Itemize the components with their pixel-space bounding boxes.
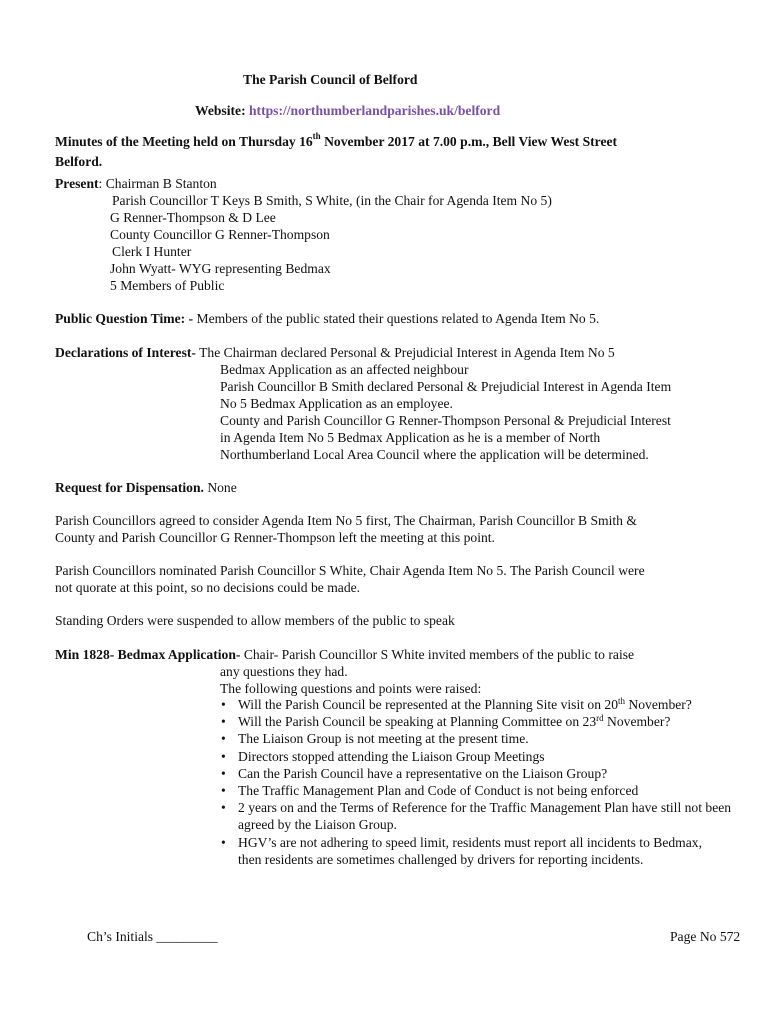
website-line <box>195 103 500 119</box>
min-1828-heading: Min 1828- Bedmax Application- Chair- Parish Councillor S White invited members of the public to raise <box>55 647 635 662</box>
paragraph-line: County and Parish Councillor G Renner-Thompson left the meeting at this point. <box>55 530 495 545</box>
min-1828-text: any questions they had. <box>220 664 348 679</box>
declaration-text: Northumberland Local Area Council where the application will be determined. <box>220 447 649 462</box>
present-attendee: G Renner-Thompson & D Lee <box>110 210 276 225</box>
list-item: • The Traffic Management Plan and Code of Conduct is not being enforced <box>219 782 749 799</box>
page-number: Page No 572 <box>670 929 741 944</box>
list-item: • HGV’s are not adhering to speed limit, residents must report all incidents to Bedmax, then residents are sometimes challenged by drivers for reporting incidents. <box>219 834 708 868</box>
questions-list <box>219 696 749 868</box>
paragraph-line: not quorate at this point, so no decisions could be made. <box>55 580 361 595</box>
present-line: Present: Chairman B Stanton <box>55 176 217 191</box>
request-for-dispensation: Request for Dispensation. None <box>55 480 237 495</box>
declaration-text: Bedmax Application as an affected neighbour <box>220 362 469 377</box>
declaration-text: in Agenda Item No 5 Bedmax Application as he is a member of North <box>220 430 601 445</box>
declarations-line: Declarations of Interest- The Chairman declared Personal & Prejudicial Interest in Agenda Item No 5 <box>55 345 615 360</box>
paragraph-line: Parish Councillors nominated Parish Councillor S White, Chair Agenda Item No 5. The Parish Council were <box>55 563 645 578</box>
present-attendee: Parish Councillor T Keys B Smith, S White, (in the Chair for Agenda Item No 5) <box>112 193 552 208</box>
minutes-heading-location: Belford. <box>55 154 103 169</box>
paragraph-line: Parish Councillors agreed to consider Agenda Item No 5 first, The Chairman, Parish Councillor B Smith & <box>55 513 637 528</box>
website-label: Website: <box>195 103 246 118</box>
present-attendee: 5 Members of Public <box>110 278 225 293</box>
list-item: • 2 years on and the Terms of Reference for the Traffic Management Plan have still not been agreed by the Liaison Group. <box>219 799 748 833</box>
website-link[interactable]: https://northumberlandparishes.uk/belford <box>249 103 501 118</box>
present-attendee: John Wyatt- WYG representing Bedmax <box>110 261 331 276</box>
list-item: • Can the Parish Council have a representative on the Liaison Group? <box>219 765 749 782</box>
present-attendee: County Councillor G Renner-Thompson <box>110 227 330 242</box>
present-attendee: Clerk I Hunter <box>112 244 192 259</box>
public-question-time: Public Question Time: - Members of the public stated their questions related to Agenda Item No 5. <box>55 311 600 326</box>
list-item: • The Liaison Group is not meeting at the present time. <box>219 730 749 747</box>
declaration-text: No 5 Bedmax Application as an employee. <box>220 396 453 411</box>
minutes-heading: Minutes of the Meeting held on Thursday 16th November 2017 at 7.00 p.m., Bell View West Street <box>55 131 618 149</box>
list-item: • Will the Parish Council be speaking at Planning Committee on 23rd November? <box>219 713 749 730</box>
min-1828-text: The following questions and points were raised: <box>220 681 482 696</box>
document-title: The Parish Council of Belford <box>243 72 418 87</box>
paragraph-line: Standing Orders were suspended to allow members of the public to speak <box>55 613 455 628</box>
declaration-text: County and Parish Councillor G Renner-Thompson Personal & Prejudicial Interest <box>220 413 671 428</box>
list-item: • Directors stopped attending the Liaison Group Meetings <box>219 748 749 765</box>
chairman-initials: Ch’s Initials _________ <box>87 929 218 944</box>
list-item: • Will the Parish Council be represented at the Planning Site visit on 20th November? <box>219 696 708 713</box>
declaration-text: Parish Councillor B Smith declared Personal & Prejudicial Interest in Agenda Item <box>220 379 672 394</box>
